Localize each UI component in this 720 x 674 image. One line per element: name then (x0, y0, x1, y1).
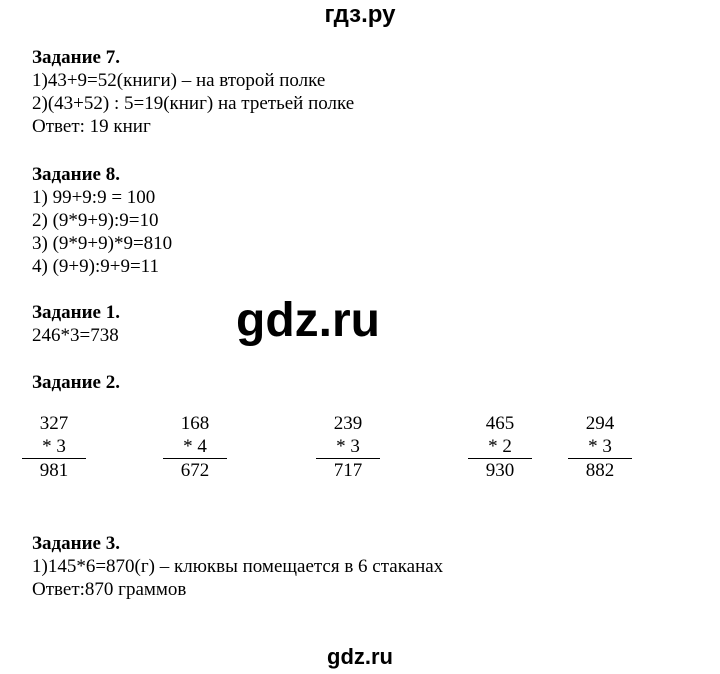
site-header: гдз.ру (324, 1, 396, 28)
task-3-answer: Ответ:870 граммов (32, 579, 187, 600)
multiplier: * 3 (588, 436, 612, 457)
task-3-title: Задание 3. (32, 533, 120, 554)
multiplier: * 3 (42, 436, 66, 457)
column-multiplication (163, 412, 227, 482)
task-1 (32, 301, 120, 347)
task-1-line: 246*3=738 (32, 325, 119, 346)
task-2 (32, 371, 120, 394)
task-8 (32, 163, 172, 278)
multiplicand: 168 (180, 413, 210, 434)
task-7-title: Задание 7. (32, 47, 120, 68)
column-multiplication (316, 412, 380, 482)
watermark: gdz.ru (236, 294, 380, 347)
task-8-title: Задание 8. (32, 164, 120, 185)
multiplier: * 2 (488, 436, 512, 457)
multiplier: * 4 (183, 436, 207, 457)
column-multiplication (468, 412, 532, 482)
task-7 (32, 46, 354, 138)
multiplicand: 294 (585, 413, 615, 434)
column-multiplication (568, 412, 632, 482)
task-3 (32, 532, 443, 601)
column-multiplication (22, 412, 86, 482)
task-8-line: 3) (9*9+9)*9=810 (32, 233, 173, 254)
product: 882 (585, 460, 615, 481)
product: 930 (485, 460, 515, 481)
task-7-line: 1)43+9=52(книги) – на второй полке (32, 70, 326, 91)
task-8-line: 2) (9*9+9):9=10 (32, 210, 159, 231)
task-1-title: Задание 1. (32, 302, 120, 323)
task-8-line: 4) (9+9):9+9=11 (32, 256, 159, 277)
task-2-title: Задание 2. (32, 372, 120, 393)
multiplicand: 465 (485, 413, 515, 434)
multiplier: * 3 (336, 436, 360, 457)
site-footer: gdz.ru (327, 644, 393, 669)
task-8-line: 1) 99+9:9 = 100 (32, 187, 156, 208)
multiplicand: 327 (39, 413, 69, 434)
task-7-line: 2)(43+52) : 5=19(книг) на третьей полке (32, 93, 355, 114)
multiplicand: 239 (333, 413, 363, 434)
task-7-answer: Ответ: 19 книг (32, 116, 151, 137)
product: 717 (333, 460, 363, 481)
task-3-line: 1)145*6=870(г) – клюквы помещается в 6 стаканах (32, 556, 444, 577)
product: 672 (180, 460, 210, 481)
product: 981 (39, 460, 69, 481)
